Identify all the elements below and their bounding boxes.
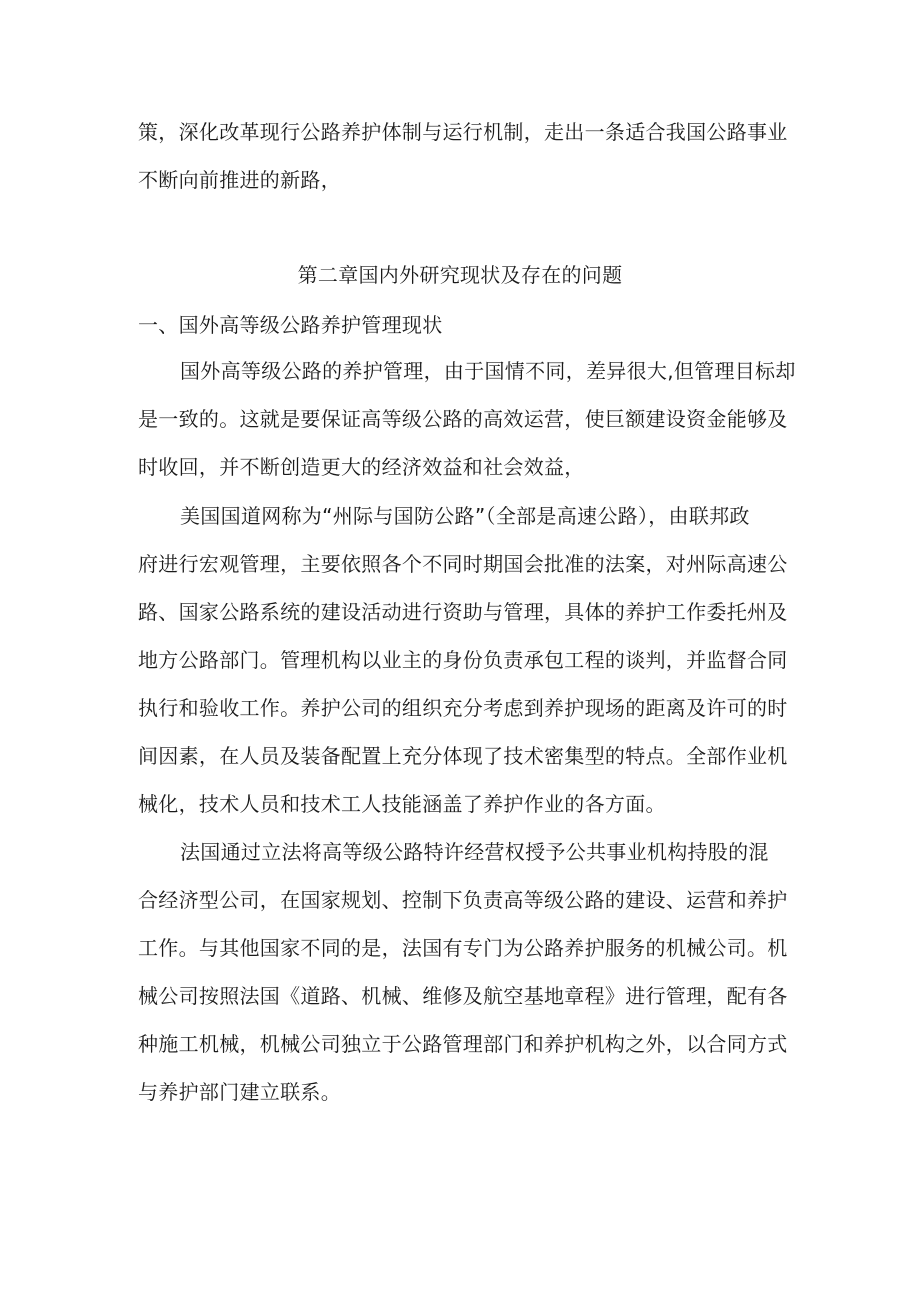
chapter-title: 第二章国内外研究现状及存在的问题 <box>297 263 623 287</box>
paragraph-1-line-1: 国外高等级公路的养护管理，由于国情不同，差异很大,但管理目标却 <box>180 359 796 383</box>
paragraph-2-line-3: 路、国家公路系统的建设活动进行资助与管理，具体的养护工作委托州及 <box>138 600 788 624</box>
paragraph-3-line-6: 与养护部门建立联系。 <box>138 1080 341 1104</box>
paragraph-1-line-3: 时收回，并不断创造更大的经济效益和社会效益， <box>138 455 585 479</box>
paragraph-3-line-1: 法国通过立法将高等级公路特许经营权授予公共事业机构持股的混 <box>180 840 769 864</box>
paragraph-3-line-4: 械公司按照法国《道路、机械、维修及航空基地章程》进行管理，配有各 <box>138 984 788 1008</box>
continuation-line-2: 不断向前推进的新路， <box>138 168 341 192</box>
paragraph-3-line-2: 合经济型公司，在国家规划、控制下负责高等级公路的建设、运营和养护 <box>138 888 788 912</box>
paragraph-2-line-2: 府进行宏观管理，主要依照各个不同时期国会批准的法案，对州际高速公 <box>138 552 788 576</box>
paragraph-2-line-6: 间因素，在人员及装备配置上充分体现了技术密集型的特点。全部作业机 <box>138 744 788 768</box>
paragraph-3-line-3: 工作。与其他国家不同的是，法国有专门为公路养护服务的机械公司。机 <box>138 936 788 960</box>
paragraph-1-line-2: 是一致的。这就是要保证高等级公路的高效运营，使巨额建设资金能够及 <box>138 407 788 431</box>
paragraph-2-line-1: 美国国道网称为“州际与国防公路”（全部是高速公路），由联邦政 <box>180 504 750 528</box>
paragraph-2-line-4: 地方公路部门。管理机构以业主的身份负责承包工程的谈判，并监督合同 <box>138 648 788 672</box>
paragraph-3-line-5: 种施工机械，机械公司独立于公路管理部门和养护机构之外，以合同方式 <box>138 1032 788 1056</box>
continuation-line-1: 策，深化改革现行公路养护体制与运行机制，走出一条适合我国公路事业 <box>138 120 788 144</box>
paragraph-2-line-5: 执行和验收工作。养护公司的组织充分考虑到养护现场的距离及许可的时 <box>138 696 788 720</box>
paragraph-2-line-7: 械化，技术人员和技术工人技能涵盖了养护作业的各方面。 <box>138 792 666 816</box>
section-heading: 一、国外高等级公路养护管理现状 <box>138 313 443 337</box>
